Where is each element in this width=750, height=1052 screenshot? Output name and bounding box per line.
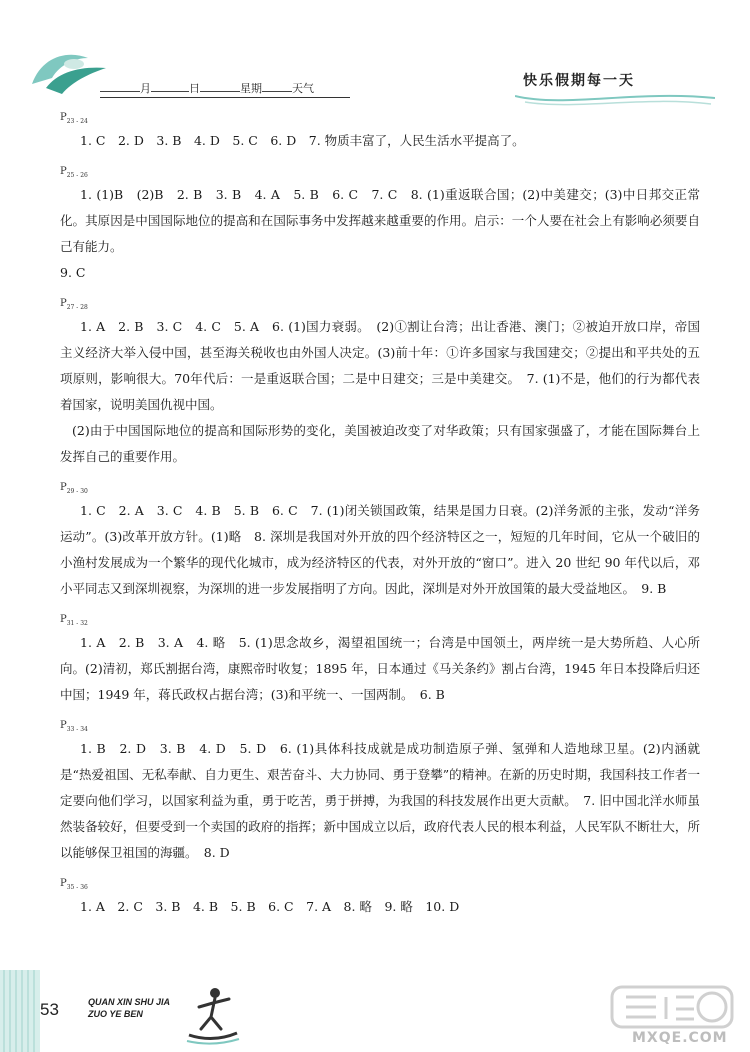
answer-content [60, 100, 700, 920]
weather-label: 天气 [292, 82, 314, 95]
decorative-stripe-icon [0, 970, 40, 1052]
day-label: 日 [189, 82, 200, 95]
answer-paragraph: 1. A 2. C 3. B 4. B 5. B 6. C 7. A 8. 略 9. 略 10. D [80, 899, 460, 914]
page-reference: $P_{25 - 26}$ [60, 166, 88, 179]
month-label: 月 [140, 82, 151, 95]
page-reference: $P_{29 - 30}$ [60, 482, 88, 495]
answer-paragraph: 1. A 2. B 3. C 4. C 5. A 6. (1)国力衰弱。 (2)①割让台湾；出让香港、澳门；②被迫开放口岸，帝国主义经济大举入侵中国，甚至海关税收也由外国人决定。(3)前十年：①许多国家与我国建交；②提出和平共处的五项原则，影响很大。70年代后：一是重返联合国；二是中日建交；三是中美建交。 7. (1)不是，他们的行为都代表着国家，说明美国仇视中国。 [60, 319, 700, 412]
answer-section [60, 166, 700, 286]
swoosh-logo-icon [28, 44, 110, 100]
answer-paragraph: 9. C [60, 265, 86, 280]
watermark-url: MXQE.COM [632, 1030, 728, 1046]
header-rule [100, 97, 350, 98]
answer-section [60, 878, 700, 920]
weather-blank[interactable] [262, 81, 292, 92]
answer-paragraph: 1. B 2. D 3. B 4. D 5. D 6. (1)具体科技成就是成功制造原子弹、氢弹和人造地球卫星。(2)内涵就是“热爱祖国、无私奉献、自力更生、艰苦奋斗、大力协同、勇于登攀”的精神。在新的历史时期，我国科技工作者一定要向他们学习，以国家利益为重，勇于吃苦，勇于拼搏，为我国的科技发展作出更大贡献。 7. 旧中国北洋水师虽然装备较好，但要受到一个卖国的政府的指挥；新中国成立以后，政府代表人民的根本利益，人民军队不断壮大，所以能够保卫祖国的海疆。 8. D [60, 741, 700, 860]
answer-paragraph: 1. (1)B (2)B 2. B 3. B 4. A 5. B 6. C 7. C 8. (1)重返联合国；(2)中美建交；(3)中日邦交正常化。其原因是中国国际地位的提高和在国际事务中发挥越来越重要的作用。启示：一个人要在社会上有影响必须要自己有能力。 [60, 187, 700, 254]
answer-paragraph: 1. C 2. D 3. B 4. D 5. C 6. D 7. 物质丰富了，人民生活水平提高了。 [80, 133, 525, 148]
answer-paragraph: 1. C 2. A 3. C 4. B 5. B 6. C 7. (1)闭关锁国政策，结果是国力日衰。(2)洋务派的主张，发动“洋务运动”。(3)改革开放方针。(1)略 8. 深圳是我国对外开放的四个经济特区之一，短短的几年时间，它从一个破旧的小渔村发展成为一个繁华的现代化城市，成为经济特区的代表，对外开放的“窗口”。进入 20 世纪 90 年代以后，邓小平同志又到深圳视察，为深圳的进一步发展指明了方向。因此，深圳是对外开放国策的最大受益地区。 9. B [60, 503, 700, 596]
page-header [0, 0, 750, 110]
page-reference: $P_{23 - 24}$ [60, 112, 88, 125]
page-reference: $P_{33 - 34}$ [60, 720, 88, 733]
date-weather-line [100, 80, 340, 96]
page-reference: $P_{31 - 32}$ [60, 614, 88, 627]
page-reference: $P_{27 - 28}$ [60, 298, 88, 311]
page-number: 53 [40, 1000, 59, 1019]
answer-paragraph: (2)由于中国国际地位的提高和国际形势的变化，美国被迫改变了对华政策；只有国家强盛了，才能在国际舞台上发挥自己的重要作用。 [60, 423, 700, 464]
answer-section [60, 614, 700, 708]
series-title [88, 996, 170, 1020]
weekday-blank[interactable] [200, 81, 240, 92]
brand-slogan: 快乐假期每一天 [523, 73, 635, 89]
series-title-line: QUAN XIN SHU JIA [88, 997, 171, 1007]
answer-section [60, 298, 700, 470]
weekday-label: 星期 [240, 82, 262, 95]
series-title-line: ZUO YE BEN [88, 1009, 143, 1019]
month-blank[interactable] [100, 81, 140, 92]
answer-section [60, 482, 700, 602]
answer-paragraph: 1. A 2. B 3. A 4. 略 5. (1)思念故乡，渴望祖国统一；台湾是中国领土，两岸统一是大势所趋、人心所向。(2)清初，郑氏割据台湾，康熙帝时收复；1895 年，日本通过《马关条约》割占台湾，1945 年日本投降后归还中国；1949 年，蒋氏政权占据台湾；(3)和平统一、一国两制。 6. B [60, 635, 700, 702]
answer-section [60, 720, 700, 866]
skateboarder-icon [185, 985, 241, 1047]
page-reference: $P_{35 - 36}$ [60, 878, 88, 891]
day-blank[interactable] [151, 81, 189, 92]
answer-section [60, 112, 700, 154]
